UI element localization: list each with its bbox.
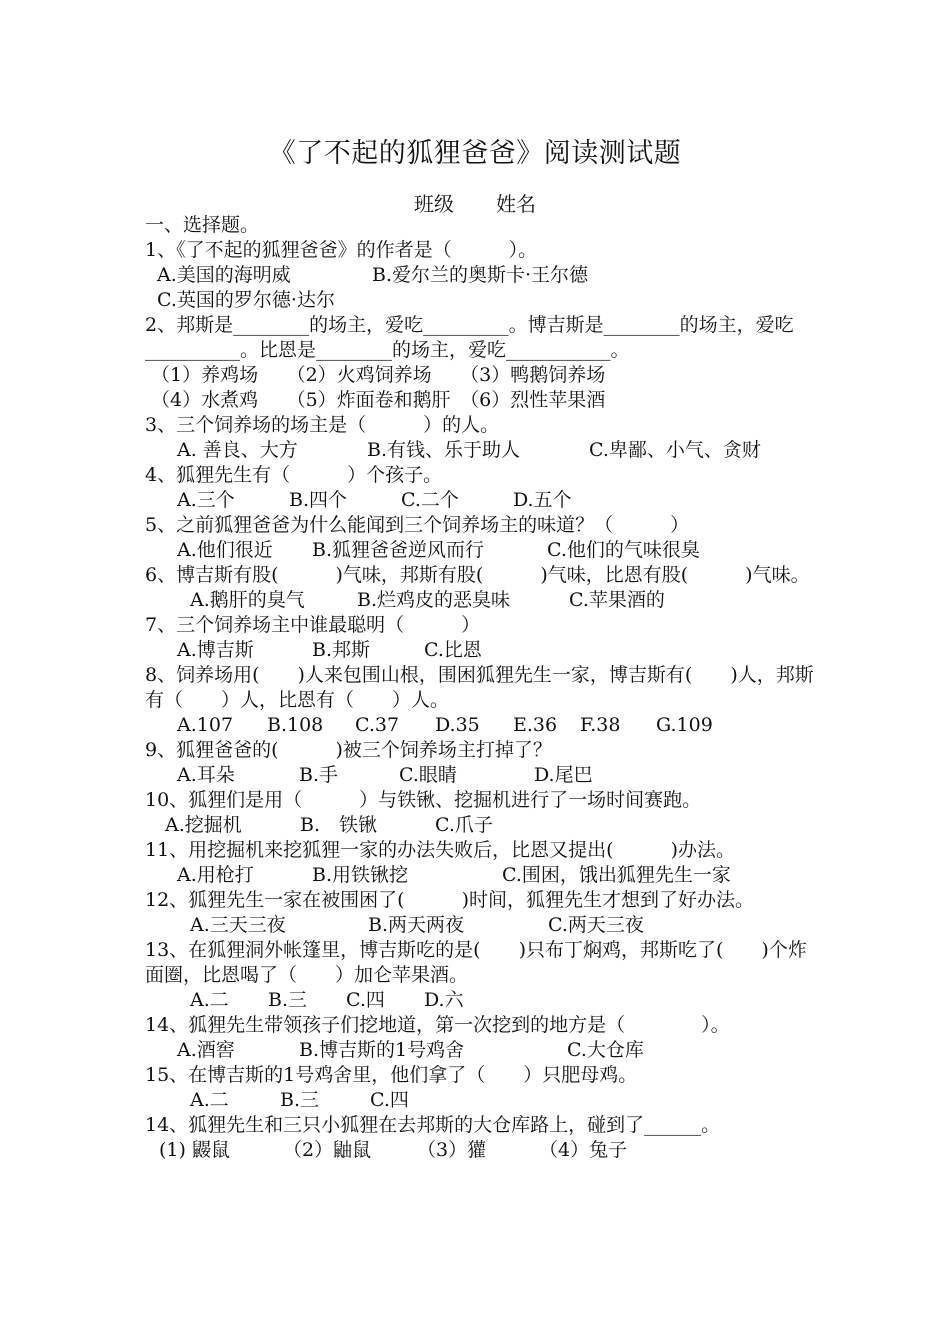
question-14-options [145, 1038, 820, 1063]
question-3-option-a: A. 善良、大方 [177, 439, 298, 461]
question-15-option-a: A.二 [190, 1089, 229, 1111]
question-15-option-c: C.四 [370, 1089, 409, 1111]
question-8-option-d: D.35 [435, 714, 480, 736]
question-10-option-c: C.爪子 [435, 814, 493, 836]
question-7-option-b: B.邦斯 [312, 639, 371, 661]
question-9-option-d: D.尾巴 [534, 764, 593, 786]
question-9-option-a: A.耳朵 [177, 764, 235, 786]
question-10-stem: 10、狐狸们是用（ ）与铁锹、挖掘机进行了一场时间赛跑。 [145, 789, 702, 811]
question-10-option-a: A.挖掘机 [165, 814, 242, 836]
question-16-options [145, 1138, 820, 1163]
question-4-option-d: D.五个 [513, 489, 572, 511]
question-8-options [145, 713, 820, 738]
question-1-options [145, 263, 820, 288]
question-13-options [145, 988, 820, 1013]
question-5-options [145, 538, 820, 563]
question-8-option-b: B.108 [267, 714, 324, 736]
section-heading: 一、选择题。 [145, 214, 260, 236]
question-8-stem: 8、饲养场用( )人来包围山根，围困狐狸先生一家，博吉斯有( )人，邦斯有（ ）人，比恩有（ ）人。 [145, 664, 814, 711]
question-3-stem: 3、三个饲养场的场主是（ ）的人。 [145, 414, 500, 436]
question-7-options [145, 638, 820, 663]
question-11-options [145, 863, 820, 888]
question-14-option-c: C.大仓库 [567, 1039, 644, 1061]
question-13-option-c: C.四 [346, 989, 385, 1011]
question-7-option-c: C.比恩 [424, 639, 482, 661]
question-8-option-e: E.36 [513, 714, 558, 736]
question-list [145, 213, 820, 1163]
question-3-option-c: C.卑鄙、小气、贪财 [589, 439, 761, 461]
question-13-option-a: A.二 [190, 989, 229, 1011]
question-12-option-c: C.两天三夜 [548, 914, 644, 936]
question-4-stem: 4、狐狸先生有（ ）个孩子。 [145, 464, 443, 486]
question-6-option-b: B.烂鸡皮的恶臭味 [357, 589, 511, 611]
question-9-options [145, 763, 820, 788]
name-label: 姓名 [496, 192, 536, 216]
question-2-options-row-1: （1）养鸡场 （2）火鸡饲养场 （3）鸭鹅饲养场 [151, 364, 606, 386]
question-8-option-f: F.38 [580, 714, 621, 736]
question-13-option-d: D.六 [424, 989, 464, 1011]
question-5-stem: 5、之前狐狸爸爸为什么能闻到三个饲养场主的味道？（ ） [145, 514, 690, 536]
question-11-option-a: A.用枪打 [177, 864, 254, 886]
question-16-option-1: (1) 鼹鼠 [159, 1139, 230, 1161]
question-12-option-b: B.两天两夜 [368, 914, 465, 936]
question-13-stem: 13、在狐狸洞外帐篷里，博吉斯吃的是( )只布丁焖鸡，邦斯吃了( )个炸面圈，比恩喝了（ ）加仑苹果酒。 [145, 939, 807, 986]
question-5-option-c: C.他们的气味很臭 [547, 539, 700, 561]
question-5-option-b: B.狐狸爸爸逆风而行 [312, 539, 485, 561]
question-16-option-3: （3）獾 [417, 1139, 487, 1161]
question-1-option-a: A.美国的海明威 [157, 264, 291, 286]
question-13-option-b: B.三 [268, 989, 308, 1011]
question-5-option-a: A.他们很近 [177, 539, 273, 561]
question-8-option-c: C.37 [355, 714, 400, 736]
question-3-options [145, 438, 820, 463]
question-8-option-a: A.107 [177, 714, 234, 736]
question-4-options [145, 488, 820, 513]
question-11-stem: 11、用挖掘机来挖狐狸一家的办法失败后，比恩又提出( )办法。 [145, 839, 736, 861]
question-6-option-a: A.鹅肝的臭气 [190, 589, 305, 611]
page-title: 《了不起的狐狸爸爸》阅读测试题 [268, 138, 682, 169]
question-4-option-c: C.二个 [401, 489, 459, 511]
question-1-option-c: C.英国的罗尔德·达尔 [157, 289, 335, 311]
question-4-option-a: A.三个 [177, 489, 235, 511]
question-7-stem: 7、三个饲养场主中谁最聪明（ ） [145, 614, 481, 636]
question-16-option-4: （4）兔子 [539, 1139, 628, 1161]
question-15-options [145, 1088, 820, 1113]
class-label: 班级 [414, 192, 454, 216]
question-3-option-b: B.有钱、乐于助人 [367, 439, 521, 461]
question-12-stem: 12、狐狸先生一家在被围困了( )时间，狐狸先生才想到了好办法。 [145, 889, 755, 911]
question-11-option-b: B.用铁锹挖 [312, 864, 409, 886]
question-15-option-b: B.三 [280, 1089, 320, 1111]
question-9-option-c: C.眼睛 [399, 764, 457, 786]
question-9-stem: 9、狐狸爸爸的( )被三个饲养场主打掉了？ [145, 739, 552, 761]
question-9-option-b: B.手 [299, 764, 339, 786]
question-14-stem: 14、狐狸先生带领孩子们挖地道，第一次挖到的地方是（ ）。 [145, 1014, 730, 1036]
question-14-option-a: A.酒窖 [177, 1039, 235, 1061]
question-6-stem: 6、博吉斯有股( )气味，邦斯有股( )气味，比恩有股( )气味。 [145, 564, 810, 586]
question-2-text: 2、邦斯是________的场主，爱吃_________。博吉斯是________的场主，爱吃__________。比恩是________的场主，爱吃___________。 [145, 314, 794, 361]
question-15-stem: 15、在博吉斯的1号鸡舍里，他们拿了（ ）只肥母鸡。 [145, 1064, 638, 1086]
question-7-option-a: A.博吉斯 [177, 639, 254, 661]
question-11-option-c: C.围困，饿出狐狸先生一家 [502, 864, 731, 886]
question-12-options [145, 913, 820, 938]
question-4-option-b: B.四个 [289, 489, 348, 511]
question-12-option-a: A.三天三夜 [190, 914, 286, 936]
question-1-stem: 1、《了不起的狐狸爸爸》的作者是（ ）。 [145, 239, 538, 261]
question-6-options [145, 588, 820, 613]
question-10-options [145, 813, 820, 838]
question-14-option-b: B.博吉斯的1号鸡舍 [299, 1039, 465, 1061]
question-2-options-row-2: （4）水煮鸡 （5）炸面卷和鹅肝 （6）烈性苹果酒 [151, 389, 606, 411]
question-6-option-c: C.苹果酒的 [569, 589, 665, 611]
question-16-option-2: （2）鼬鼠 [283, 1139, 372, 1161]
question-16-stem: 14、狐狸先生和三只小狐狸在去邦斯的大仓库路上，碰到了______。 [145, 1114, 721, 1136]
question-8-option-g: G.109 [656, 714, 713, 736]
question-1-option-b: B.爱尔兰的奥斯卡·王尔德 [372, 264, 589, 286]
question-10-option-b: B. 铁锹 [300, 814, 378, 836]
